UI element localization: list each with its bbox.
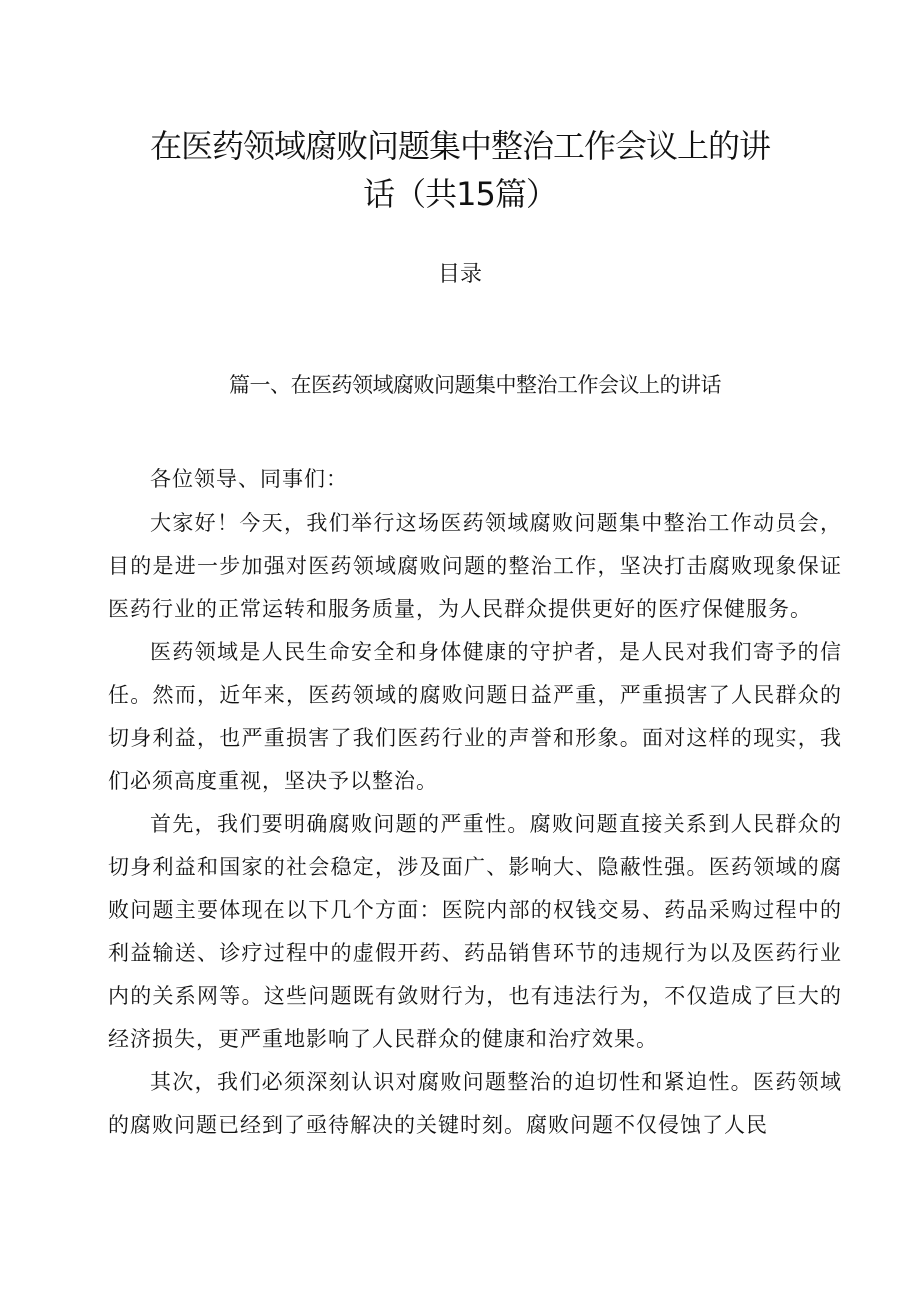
body-paragraph: 医药领域是人民生命安全和身体健康的守护者，是人民对我们寄予的信任。然而，近年来，医药领域的腐败问题日益严重，严重损害了人民群众的切身利益，也严重损害了我们医药行业的声誉和形象。面对这样的现实，我们必须高度重视，坚决予以整治。 bbox=[108, 640, 842, 793]
section-heading: 篇一、在医药领域腐败问题集中整治工作会议上的讲话 bbox=[229, 373, 721, 397]
body-paragraph: 大家好！今天，我们举行这场医药领域腐败问题集中整治工作动员会，目的是进一步加强对医药领域腐败问题的整治工作，坚决打击腐败现象保证医药行业的正常运转和服务质量，为人民群众提供更好的医疗保健服务。 bbox=[108, 511, 842, 621]
document-body bbox=[108, 458, 842, 1147]
toc-heading: 目录 bbox=[437, 262, 482, 287]
document-title bbox=[0, 122, 920, 218]
body-paragraph: 首先，我们要明确腐败问题的严重性。腐败问题直接关系到人民群众的切身利益和国家的社会稳定，涉及面广、影响大、隐蔽性强。医药领域的腐败问题主要体现在以下几个方面：医院内部的权钱交易、药品采购过程中的利益输送、诊疗过程中的虚假开药、药品销售环节的违规行为以及医药行业内的关系网等。这些问题既有敛财行为，也有违法行为，不仅造成了巨大的经济损失，更严重地影响了人民群众的健康和治疗效果。 bbox=[108, 812, 842, 1051]
body-paragraph: 其次，我们必须深刻认识对腐败问题整治的迫切性和紧迫性。医药领域的腐败问题已经到了亟待解决的关键时刻。腐败问题不仅侵蚀了人民 bbox=[108, 1070, 842, 1137]
title-line-1: 在医药领域腐败问题集中整治工作会议上的讲 bbox=[149, 127, 770, 165]
salutation-paragraph: 各位领导、同事们： bbox=[150, 467, 348, 491]
title-line-2: 话（共15篇） bbox=[363, 175, 557, 213]
